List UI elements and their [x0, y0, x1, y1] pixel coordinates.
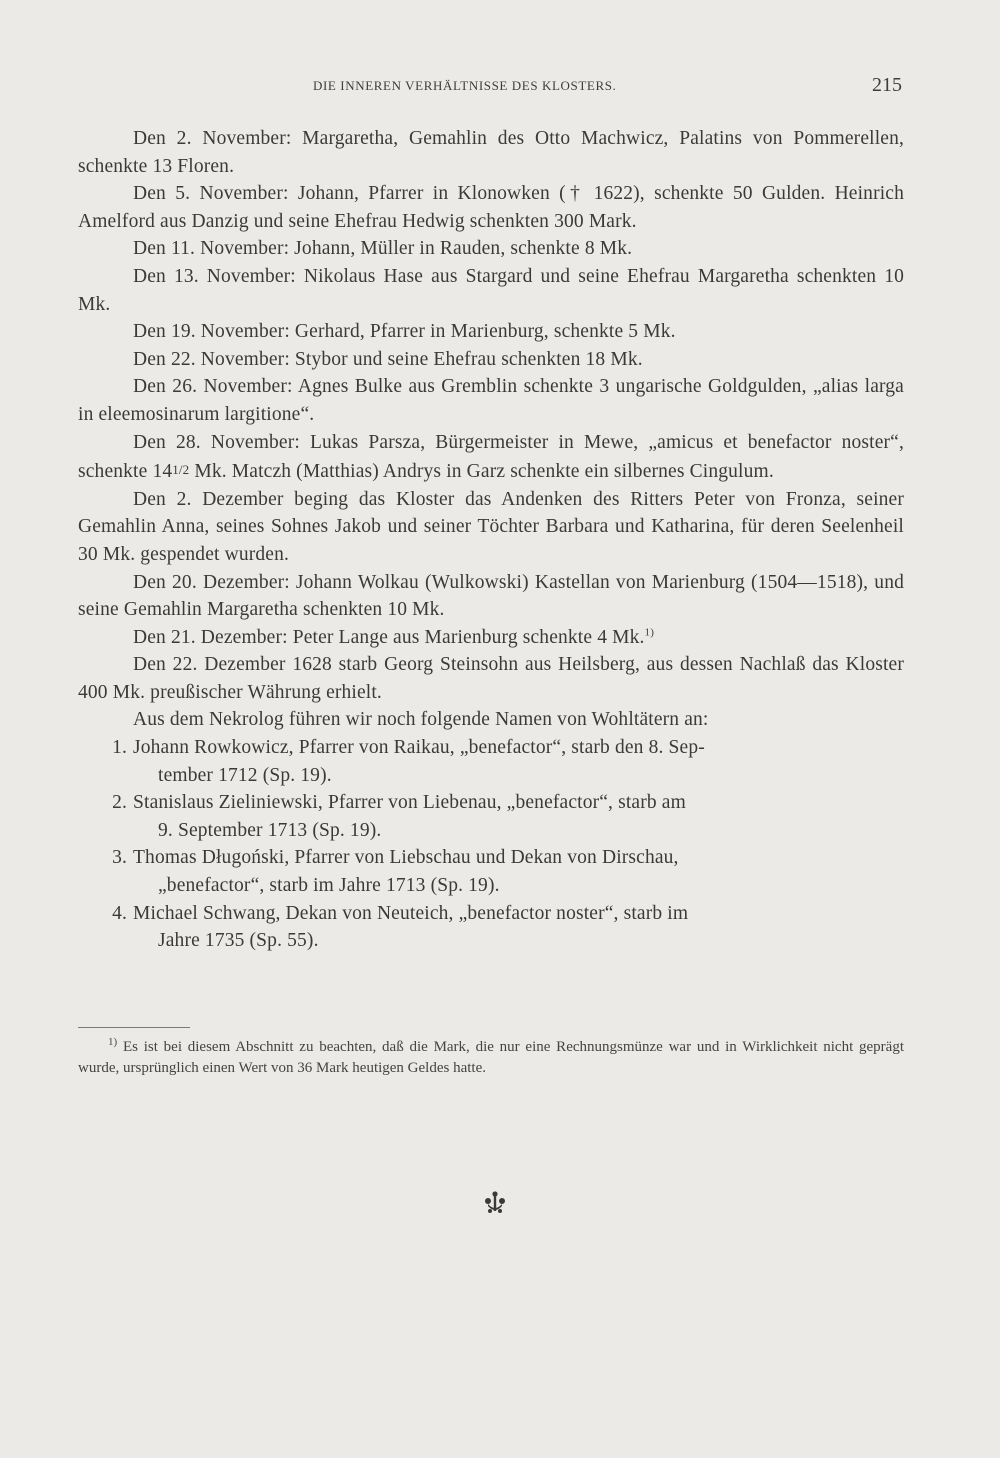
list-text [133, 844, 904, 899]
paragraph: Den 2. Dezember beging das Kloster das Andenken des Ritters Peter von Fronza, seiner Gemahlin Anna, seines Sohnes Jakob und seiner Töchter Barbara und Katharina, für deren Seelenheil 30 Mk. gespendet wurden. [78, 488, 904, 565]
footnote-divider [78, 1027, 190, 1028]
paragraph-28-november [78, 429, 904, 486]
paragraph: Den 26. November: Agnes Bulke aus Gremblin schenkte 3 ungarische Goldgulden, „alias larga in eleemosinarum largitione“. [78, 376, 904, 425]
paragraph: Den 11. November: Johann, Müller in Rauden, schenkte 8 Mk. [133, 238, 633, 260]
list-number: 3. [112, 847, 127, 869]
list-line: Michael Schwang, Dekan von Neuteich, „benefactor noster“, starb im [133, 902, 689, 924]
list-text [133, 734, 904, 789]
paragraph: Aus dem Nekrolog führen wir noch folgende Namen von Wohltätern an: [133, 709, 709, 731]
list-line: Stanislaus Zieliniewski, Pfarrer von Liebenau, „benefactor“, starb am [133, 792, 686, 814]
list-item [78, 734, 904, 789]
list-line: Jahre 1735 (Sp. 55). [158, 930, 319, 952]
paragraph: Den 2. November: Margaretha, Gemahlin des Otto Machwicz, Palatins von Pommerellen, schenkte 13 Floren. [78, 128, 904, 177]
list-text [133, 900, 904, 955]
paragraph-text: Mk. Matczh (Matthias) Andrys in Garz schenkte ein silbernes Cingulum. [189, 461, 774, 483]
list-line: „benefactor“, starb im Jahre 1713 (Sp. 19). [158, 875, 500, 897]
page-body [78, 125, 904, 955]
paragraph-text: Den 28. November: Lukas Parsza, Bürgermeister in Mewe, „amicus et benefactor noster“, schenkte 14 [78, 431, 904, 483]
fleuron-ornament-icon [482, 1190, 508, 1216]
footnote-marker: 1) [108, 1036, 118, 1048]
list-item [78, 844, 904, 899]
list-number: 1. [112, 737, 127, 759]
list-number: 4. [112, 902, 127, 924]
paragraph: Den 19. November: Gerhard, Pfarrer in Marienburg, schenkte 5 Mk. [133, 321, 676, 343]
paragraph-text: Den 21. Dezember: Peter Lange aus Marienburg schenkte 4 Mk. [133, 626, 645, 648]
footnote-text: Es ist bei diesem Abschnitt zu beachten, daß die Mark, die nur eine Rechnungsmünze war und in Wirklichkeit nicht geprägt wurde, ursprünglich einen Wert von 36 Mark heutigen Geldes hatte. [78, 1039, 905, 1076]
paragraph-21-dezember [78, 624, 904, 652]
list-line: tember 1712 (Sp. 19). [158, 764, 332, 786]
footnote-reference[interactable]: 1) [644, 626, 655, 639]
paragraph: Den 22. Dezember 1628 starb Georg Steinsohn aus Heilsberg, aus dessen Nachlaß das Kloster 400 Mk. preußischer Währung erhielt. [78, 654, 904, 703]
paragraph: Den 20. Dezember: Johann Wolkau (Wulkowski) Kastellan von Marienburg (1504—1518), und seine Gemahlin Margaretha schenkten 10 Mk. [78, 571, 904, 621]
list-line: Johann Rowkowicz, Pfarrer von Raikau, „benefactor“, starb den 8. Sep- [133, 737, 705, 759]
paragraph: Den 22. November: Stybor und seine Ehefrau schenkten 18 Mk. [133, 348, 643, 370]
paragraph: Den 5. November: Johann, Pfarrer in Klonowken († 1622), schenkte 50 Gulden. Heinrich Amelford aus Danzig und seine Ehefrau Hedwig schenkten 300 Mark. [78, 183, 904, 232]
fraction: 1/2 [172, 462, 190, 478]
list-line: Thomas Długoński, Pfarrer von Liebschau und Dekan von Dirschau, [133, 847, 679, 869]
paragraph: Den 13. November: Nikolaus Hase aus Stargard und seine Ehefrau Margaretha schenkten 10 Mk. [78, 265, 904, 315]
list-line: 9. September 1713 (Sp. 19). [158, 819, 382, 841]
footnote [78, 1037, 904, 1079]
list-item [78, 789, 904, 844]
list-number: 2. [112, 792, 127, 814]
page-header [78, 74, 904, 100]
page-number: 215 [872, 74, 902, 96]
running-title: DIE INNEREN VERHÄLTNISSE DES KLOSTERS. [313, 78, 617, 93]
list-item [78, 900, 904, 955]
list-text [133, 789, 904, 844]
